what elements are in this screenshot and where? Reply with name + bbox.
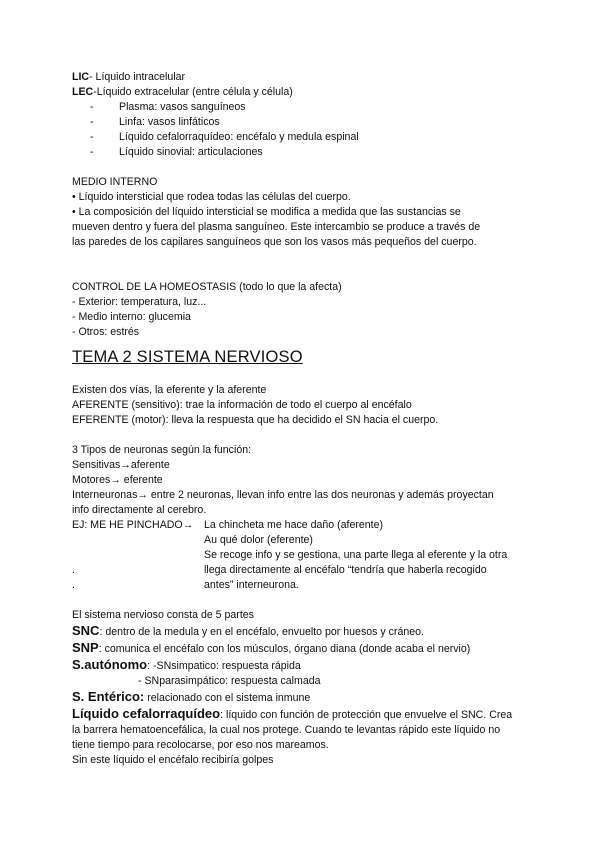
example-line-3: Se recoge info y se gestiona, una parte llega al eferente y la otra: [204, 549, 508, 561]
medio-interno-p1: • Líquido intersticial que rodea todas las células del cuerpo.: [72, 191, 351, 203]
lec-item: - Plasma: vasos sanguíneos: [90, 101, 246, 113]
neuronas-heading: 3 Tipos de neuronas según la función:: [72, 444, 252, 456]
document-page: [72, 70, 542, 768]
neuronas-sensitivas: Sensitivas→aferente: [72, 459, 170, 471]
medio-interno-heading: MEDIO INTERNO: [72, 176, 158, 188]
lic-text: - Líquido intracelular: [89, 71, 186, 83]
vias-afferent: AFERENTE (sensitivo): trae la información de todo el cuerpo al encéfalo: [72, 399, 412, 411]
example-line-5: . antes” interneurona.: [72, 579, 299, 591]
lec-line: [72, 85, 542, 100]
medio-interno-p2-l3: las paredes de los capilares sanguíneos que son los vasos más pequeños del cuerpo.: [72, 236, 477, 248]
example-line-4: . llega directamente al encéfalo “tendría que haberla recogido: [72, 564, 487, 576]
liquido-cefalo-line: Líquido cefalorraquídeo: líquido con función de protección que envuelve el SNC. Crea: [72, 706, 513, 721]
vias-l1: Existen dos vías, la eferente y la aferente: [72, 384, 267, 396]
medio-interno-p2-l1: • La composición del líquido intersticial se modifica a medida que las sustancias se: [72, 206, 461, 218]
autonomo-line-2: - SNparasimpático: respuesta calmada: [138, 675, 321, 687]
homeostasis-heading: CONTROL DE LA HOMEOSTASIS (todo lo que la afecta): [72, 281, 342, 293]
lec-label: LEC: [72, 86, 94, 98]
lec-text: -Líquido extracelular (entre célula y célula): [93, 86, 293, 98]
lic-label: LIC: [72, 71, 90, 83]
liquido-cefalo-l3: tiene tiempo para recolocarse, por eso nos mareamos.: [72, 739, 329, 751]
homeostasis-item: - Otros: estrés: [72, 326, 140, 338]
example-line-2: Au qué dolor (eferente): [204, 534, 313, 546]
liquido-cefalo-l2: la barrera hematoencefálica, la cual nos protege. Cuando te levantas rápido este líquido no: [72, 724, 501, 736]
medio-interno-p2-l2: mueven dentro y fuera del plasma sanguíneo. Este intercambio se produce a través de: [72, 221, 481, 233]
lec-item: - Linfa: vasos linfáticos: [90, 116, 220, 128]
lic-line: [72, 70, 542, 85]
lec-item: - Líquido sinovial: articulaciones: [90, 146, 263, 158]
partes-intro: El sistema nervioso consta de 5 partes: [72, 609, 254, 621]
section-title: TEMA 2 SISTEMA NERVIOSO: [72, 348, 303, 366]
neuronas-inter-l1: Interneuronas→ entre 2 neuronas, llevan info entre las dos neuronas y además proyectan: [72, 489, 494, 501]
neuronas-inter-l2: info directamente al cerebro.: [72, 504, 207, 516]
vias-efferent: EFERENTE (motor): lleva la respuesta que ha decidido el SN hacia el cuerpo.: [72, 414, 439, 426]
example-line-1: EJ: ME HE PINCHADO→ La chincheta me hace daño (aferente): [72, 519, 384, 531]
lec-item: - Líquido cefalorraquídeo: encéfalo y medula espinal: [90, 131, 359, 143]
autonomo-line: S.autónomo: -SNsimpatico: respuesta rápida: [72, 657, 301, 672]
snp-line: SNP: comunica el encéfalo con los músculos, órgano diana (donde acaba el nervio): [72, 640, 471, 655]
homeostasis-item: - Exterior: temperatura, luz...: [72, 296, 207, 308]
enterico-line: S. Entérico: relacionado con el sistema inmune: [72, 689, 311, 704]
neuronas-motores: Motores→ eferente: [72, 474, 163, 486]
liquido-cefalo-l4: Sin este líquido el encéfalo recibiría golpes: [72, 754, 274, 766]
homeostasis-item: - Medio interno: glucemia: [72, 311, 191, 323]
snc-line: SNC: dentro de la medula y en el encéfalo, envuelto por huesos y cráneo.: [72, 623, 424, 638]
